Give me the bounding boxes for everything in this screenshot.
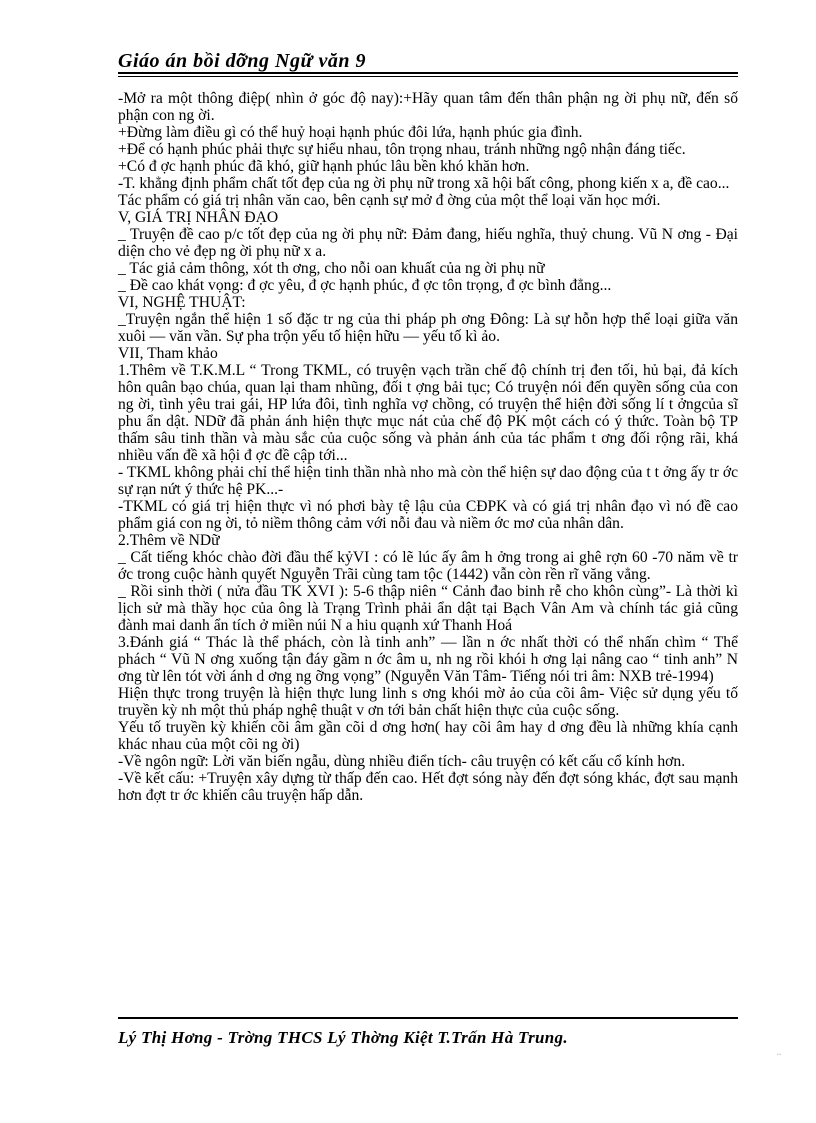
paragraph: - TKML không phải chỉ thể hiện tinh thần nhà nho mà còn thể hiện sự dao động của t t ởng ấy tr ớc sự rạn nứt ý thức hệ PK...-: [118, 464, 738, 498]
document-body: [118, 90, 738, 804]
paragraph: -Về ngôn ngữ: Lời văn biến ngẫu, dùng nhiều điển tích- câu truyện có kết cấu cổ kính hơn.: [118, 753, 686, 770]
page-footer-author: Lý Thị Hơng - Trờng THCS Lý Thờng Kiệt T.Trấn Hà Trung.: [118, 1028, 568, 1047]
footer-rule: [118, 1017, 738, 1019]
section-heading-nhan-dao: V, GIÁ TRỊ NHÂN ĐẠO: [118, 209, 279, 226]
paragraph: _ Tác giả cảm thông, xót th ơng, cho nỗi oan khuất của ng ời phụ nữ: [118, 260, 545, 277]
page-header-title: Giáo án bồi dỡng Ngữ văn 9: [118, 50, 366, 72]
paragraph: +Để có hạnh phúc phải thực sự hiểu nhau, tôn trọng nhau, tránh những ngộ nhận đáng tiếc.: [118, 141, 686, 158]
paragraph: Yếu tố truyền kỳ khiến cõi âm gần cõi d ơng hơn( hay cõi âm hay d ơng đều là những khía cạnh khác nhau của một cõi ng ời): [118, 719, 738, 753]
corner-mark-icon: ¨: [776, 1052, 782, 1066]
paragraph: -T. khẳng định phẩm chất tốt đẹp của ng ời phụ nữ trong xã hội bất công, phong kiến x a, đề cao...: [118, 175, 730, 192]
paragraph: _ Rồi sinh thời ( nửa đầu TK XVI ): 5-6 thập niên “ Cảnh đao binh rễ cho khôn cùng”- Là thời kì lịch sử mà thầy học của ông là Trạng Trình phải ẩn dật tại Bạch Vân Am và chính tác giả cũng đành mai danh ẩn tích ở miền núi N a hiu quạnh xứ Thanh Hoá: [118, 583, 738, 634]
paragraph: Tác phẩm có giá trị nhân văn cao, bên cạnh sự mở đ ờng của một thể loại văn học mới.: [118, 192, 661, 209]
paragraph: +Có đ ợc hạnh phúc đã khó, giữ hạnh phúc lâu bền khó khăn hơn.: [118, 158, 530, 175]
paragraph: -TKML có giá trị hiện thực vì nó phơi bày tệ lậu của CĐPK và có giá trị nhân đạo vì nó đề cao phẩm giá con ng ời, tỏ niềm thông cảm với nỗi đau và niềm ớc mơ của nhân dân.: [118, 498, 738, 532]
paragraph: Hiện thực trong truyện là hiện thực lung linh s ơng khói mờ ảo của cõi âm- Việc sử dụng yếu tố truyền kỳ nh một thủ pháp nghệ thuật v ơn tới bản chất hiện thực của cuộc sống.: [118, 685, 738, 719]
paragraph: _ Truyện đề cao p/c tốt đẹp của ng ời phụ nữ: Đảm đang, hiếu nghĩa, thuỷ chung. Vũ N ơng - Đại diện cho vẻ đẹp ng ời phụ nữ x a.: [118, 226, 738, 260]
section-heading-nghe-thuat: VI, NGHỆ THUẬT:: [118, 294, 246, 311]
subsection-heading: 2.Thêm về NDữ: [118, 532, 220, 549]
header-rule-thin: [118, 76, 738, 77]
section-heading-tham-khao: VII, Tham khảo: [118, 345, 218, 362]
paragraph: 3.Đánh giá “ Thác là thể phách, còn là tinh anh” — lần n ớc nhất thời có thể nhấn chìm “ Thể phách “ Vũ N ơng xuống tận đáy gầm n ớc âm u, nh ng rồi khói h ơng lại nâng cao “ tinh anh” N ơng từ lên tót vời ánh d ơng ng ỡng vọng” (Nguyễn Văn Tâm- Tiếng nói tri âm: NXB trẻ-1994): [118, 634, 738, 685]
paragraph: _ Cất tiếng khóc chào đời đầu thế kỷVI : có lẽ lúc ấy âm h ởng trong ai ghê rợn 60 -70 năm về tr ớc trong cuộc hành quyết Nguyễn Trãi cùng tam tộc (1442) vẫn còn rền rĩ văng vẳng.: [118, 549, 738, 583]
paragraph: 1.Thêm về T.K.M.L “ Trong TKML, có truyện vạch trần chế độ chính trị đen tối, hủ bại, đả kích hôn quân bạo chúa, quan lại tham nhũng, đối t ợng bải tục; Có truyện nói đến quyền sống của con ng ời, tình yêu trai gái, HP lứa đôi, tình nghĩa vợ chồng, có truyện thể hiện đời sống lí t ởngcủa sĩ phu ẩn dật. NDữ đã phản ánh hiện thực mục nát của chế độ PK một cách có ý thức. Toàn bộ TP thấm sâu tinh thần và màu sắc của cuộc sống và phản ánh của tác phẩm t ơng đối rộng rãi, khá nhiều vấn đề xã hội đ ợc đề cập tới...: [118, 362, 738, 464]
paragraph: _Truyện ngắn thể hiện 1 số đặc tr ng của thi pháp ph ơng Đông: Là sự hỗn hợp thể loại giữa văn xuôi — văn vần. Sự pha trộn yếu tố hiện hữu — yếu tố kì ảo.: [118, 311, 738, 345]
paragraph: +Đừng làm điều gì có thể huỷ hoại hạnh phúc đôi lứa, hạnh phúc gia đình.: [118, 124, 583, 141]
paragraph: -Về kết cấu: +Truyện xây dựng từ thấp đến cao. Hết đợt sóng này đến đợt sóng khác, đợt sau mạnh hơn đợt tr ớc khiến câu truyện hấp dẫn.: [118, 770, 738, 804]
paragraph: _ Đề cao khát vọng: đ ợc yêu, đ ợc hạnh phúc, đ ợc tôn trọng, đ ợc bình đẳng...: [118, 277, 612, 294]
paragraph: -Mở ra một thông điệp( nhìn ở góc độ nay):+Hãy quan tâm đến thân phận ng ời phụ nữ, đến số phận con ng ời.: [118, 90, 738, 124]
header-rule: [118, 72, 738, 74]
